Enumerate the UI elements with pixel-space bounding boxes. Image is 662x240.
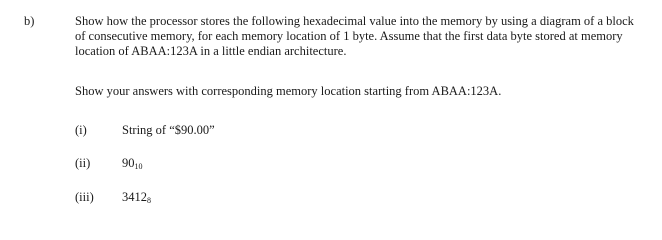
base-subscript: 8	[147, 196, 151, 205]
sub-question-number: (ii)	[75, 156, 91, 170]
sub-question-number: (iii)	[75, 190, 94, 204]
instruction-paragraph: Show your answers with corresponding memory location starting from ABAA:123A.	[75, 84, 502, 98]
question-label: b)	[24, 14, 35, 28]
sub-question-iii	[75, 190, 151, 205]
base-subscript: 10	[134, 162, 143, 171]
sub-question-text	[122, 156, 143, 170]
sub-question-text	[122, 190, 151, 204]
sub-question-value: 3412	[122, 190, 147, 204]
sub-question-number: (i)	[75, 123, 87, 137]
sub-question-value: 90	[122, 156, 135, 170]
sub-question-ii	[75, 156, 143, 171]
sub-question-text	[122, 123, 215, 137]
sub-question-i	[75, 123, 215, 138]
sub-question-value: String of “$90.00”	[122, 123, 215, 137]
question-paragraph: Show how the processor stores the following hexadecimal value into the memory by using a diagram of a block of consecutive memory, for each memory location of 1 byte. Assume that the first data byte stored at memory location of ABAA:123A in a little endian architecture.	[75, 14, 634, 59]
